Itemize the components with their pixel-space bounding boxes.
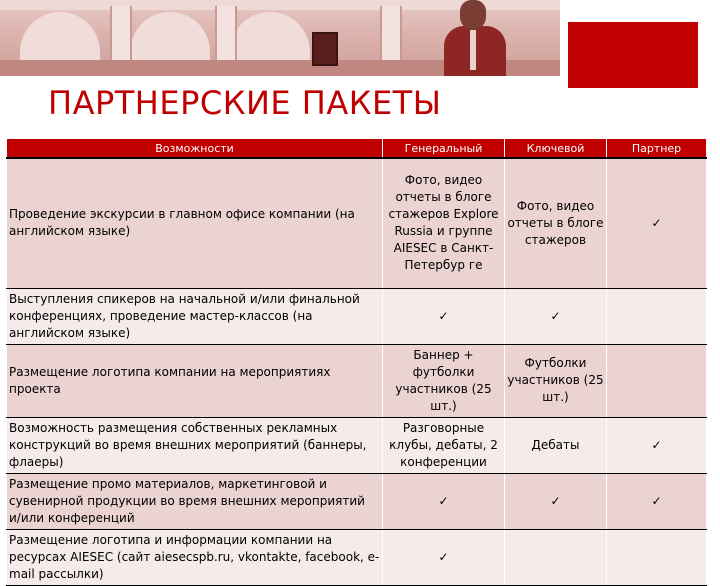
speaker-monitor <box>312 32 338 66</box>
feature-cell: Проведение экскурсии в главном офисе компании (на английском языке) <box>7 158 383 288</box>
key-cell: Фото, видео отчеты в блоге стажеров <box>505 158 607 288</box>
partner-cell: ✓ <box>607 473 707 529</box>
partner-cell <box>607 344 707 417</box>
speaker-figure <box>440 0 510 76</box>
feature-cell: Размещение логотипа компании на мероприятиях проекта <box>7 344 383 417</box>
accent-block <box>568 22 698 88</box>
header-cell-key: Ключевой <box>505 139 607 159</box>
page-title: ПАРТНЕРСКИЕ ПАКЕТЫ <box>48 84 442 122</box>
header-photo <box>0 0 560 76</box>
table-header-row <box>7 139 707 159</box>
feature-cell: Размещение промо материалов, маркетинговой и сувенирной продукции во время внешних мероприятий и/или конференций <box>7 473 383 529</box>
table-row <box>7 473 707 529</box>
packages-table <box>6 138 707 586</box>
table-row <box>7 417 707 473</box>
general-cell: ✓ <box>383 529 505 585</box>
header-cell-partner: Партнер <box>607 139 707 159</box>
key-cell: ✓ <box>505 473 607 529</box>
partner-cell: ✓ <box>607 158 707 288</box>
general-cell: Фото, видео отчеты в блоге стажеров Explore Russia и группе AIESEC в Санкт-Петербур ге <box>383 158 505 288</box>
header-cell-general: Генеральный <box>383 139 505 159</box>
table-row <box>7 288 707 344</box>
general-cell: Разговорные клубы, дебаты, 2 конференции <box>383 417 505 473</box>
table-row <box>7 529 707 585</box>
general-cell: Баннер + футболки участников (25 шт.) <box>383 344 505 417</box>
feature-cell: Выступления спикеров на начальной и/или финальной конференциях, проведение мастер-классов (на английском языке) <box>7 288 383 344</box>
partner-cell <box>607 288 707 344</box>
partner-cell: ✓ <box>607 417 707 473</box>
feature-cell: Размещение логотипа и информации компании на ресурсах AIESEC (сайт aiesecspb.ru, vkontakte, facebook, e-mail рассылки) <box>7 529 383 585</box>
partner-cell <box>607 529 707 585</box>
feature-cell: Возможность размещения собственных рекламных конструкций во время внешних мероприятий (баннеры, флаеры) <box>7 417 383 473</box>
key-cell: ✓ <box>505 288 607 344</box>
key-cell: Футболки участников (25 шт.) <box>505 344 607 417</box>
header-cell-features: Возможности <box>7 139 383 159</box>
general-cell: ✓ <box>383 473 505 529</box>
table-row <box>7 344 707 417</box>
packages-table-container <box>6 138 706 586</box>
general-cell: ✓ <box>383 288 505 344</box>
key-cell <box>505 529 607 585</box>
table-row <box>7 158 707 288</box>
key-cell: Дебаты <box>505 417 607 473</box>
